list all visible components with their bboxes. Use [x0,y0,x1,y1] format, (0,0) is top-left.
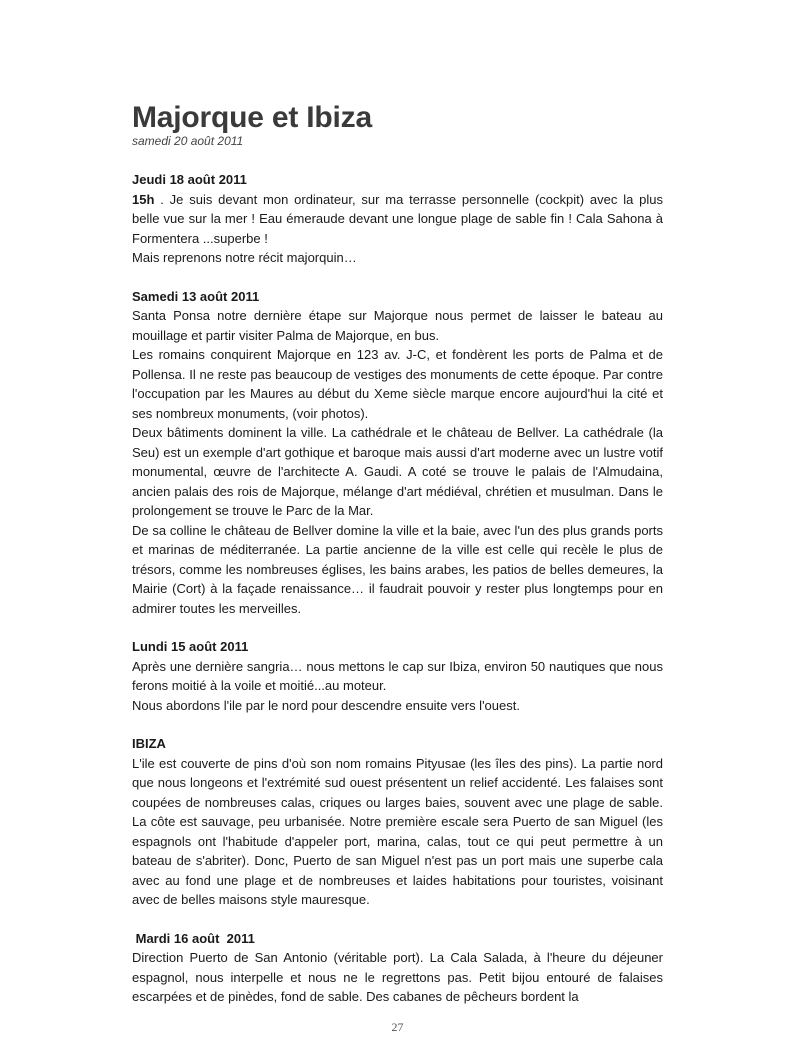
paragraph-text: . Je suis devant mon ordinateur, sur ma terrasse personnelle (cockpit) avec la plus belle vue sur la mer ! Eau émeraude devant une longue plage de sable fin ! Cala Sahona à Formentera ...superbe ! [132,191,663,246]
journal-sections [132,170,663,1007]
paragraph-text: Deux bâtiments dominent la ville. La cathédrale et le château de Bellver. La cathédrale (la Seu) est un exemple d'art gothique et baroque mais aussi d'art moderne avec un lustre votif monumental, œuvre de l'architecte A. Gaudi. A coté se trouve le palais de l'Almudaina, ancien palais des rois de Majorque, mélange d'art médiéval, chrétien et musulman. Dans le prolongement se trouve le Parc de la Mar. [132,425,663,518]
paragraph [132,345,663,423]
paragraph [132,696,663,716]
paragraph-text: L'ile est couverte de pins d'où son nom romains Pityusae (les îles des pins). La partie nord que nous longeons et l'extrémité sud ouest présentent un relief accidenté. Les falaises sont coupées de nombreuses calas, criques ou larges baies, souvent avec une plage de sable. La côte est sauvage, peu urbanisée. Notre première escale sera Puerto de san Miguel (les espagnols ont l'habitude d'appeler port, marina, calas, tout ce qui peut permettre à un bateau de s'abriter). Donc, Puerto de san Miguel n'est pas un port mais une superbe cala avec au fond une plage et de nombreuses et laides habitations pour touristes, voisinant avec de belles maisons style mauresque. [132,755,663,907]
document-page [132,100,663,1007]
page-title: Majorque et Ibiza [132,101,372,134]
journal-section [132,929,663,1007]
paragraph [132,948,663,1007]
paragraph-text: Les romains conquirent Majorque en 123 av. J-C, et fondèrent les ports de Palma et de Pollensa. Il ne reste pas beaucoup de vestiges des monuments de cette époque. Par contre l'occupation par les Maures au début du Xeme siècle marque encore aujourd'hui la cité et ses nombreux monuments, (voir photos). [132,347,663,421]
journal-section [132,734,663,910]
section-heading: IBIZA [132,736,166,751]
paragraph-text: Direction Puerto de San Antonio (véritable port). La Cala Salada, à l'heure du déjeuner espagnol, nous interpelle et nous ne le regrettons pas. Petit bijou entouré de falaises escarpées et de pinèdes, fond de sable. Des cabanes de pêcheurs bordent la [132,950,663,1004]
paragraph-text: Après une dernière sangria… nous mettons le cap sur Ibiza, environ 50 nautiques que nous ferons moitié à la voile et moitié...au moteur. [132,658,663,693]
paragraph-text: De sa colline le château de Bellver domine la ville et la baie, avec l'un des plus grands ports et marinas de méditerranée. La partie ancienne de la ville est celle qui recèle le plus de trésors, comme les nombreuses églises, les bains arabes, les patios de belles demeures, la Mairie (Cort) à la façade renaissance… il faudrait pouvoir y rester plus longtemps pour en admirer toutes les merveilles. [132,522,663,616]
page-number: 27 [391,1020,404,1034]
paragraph [132,423,663,521]
paragraph-text: Santa Ponsa notre dernière étape sur Majorque nous permet de laisser le bateau au mouillage et partir visiter Palma de Majorque, en bus. [132,308,663,343]
paragraph [132,306,663,345]
paragraph-text: Mais reprenons notre récit majorquin… [132,250,357,265]
section-heading: Samedi 13 août 2011 [132,288,260,304]
journal-section [132,287,663,619]
paragraph-text: Nous abordons l'ile par le nord pour descendre ensuite vers l'ouest. [132,697,520,713]
paragraph [132,248,663,268]
paragraph [132,190,663,249]
section-heading: Mardi 16 août 2011 [132,930,255,946]
paragraph-lead: 15h [132,191,155,207]
section-heading: Lundi 15 août 2011 [132,639,249,654]
paragraph [132,657,663,696]
post-date: samedi 20 août 2011 [132,134,244,148]
section-heading: Jeudi 18 août 2011 [132,172,247,187]
paragraph [132,754,663,910]
journal-section [132,170,663,268]
paragraph [132,521,663,619]
journal-section [132,637,663,715]
